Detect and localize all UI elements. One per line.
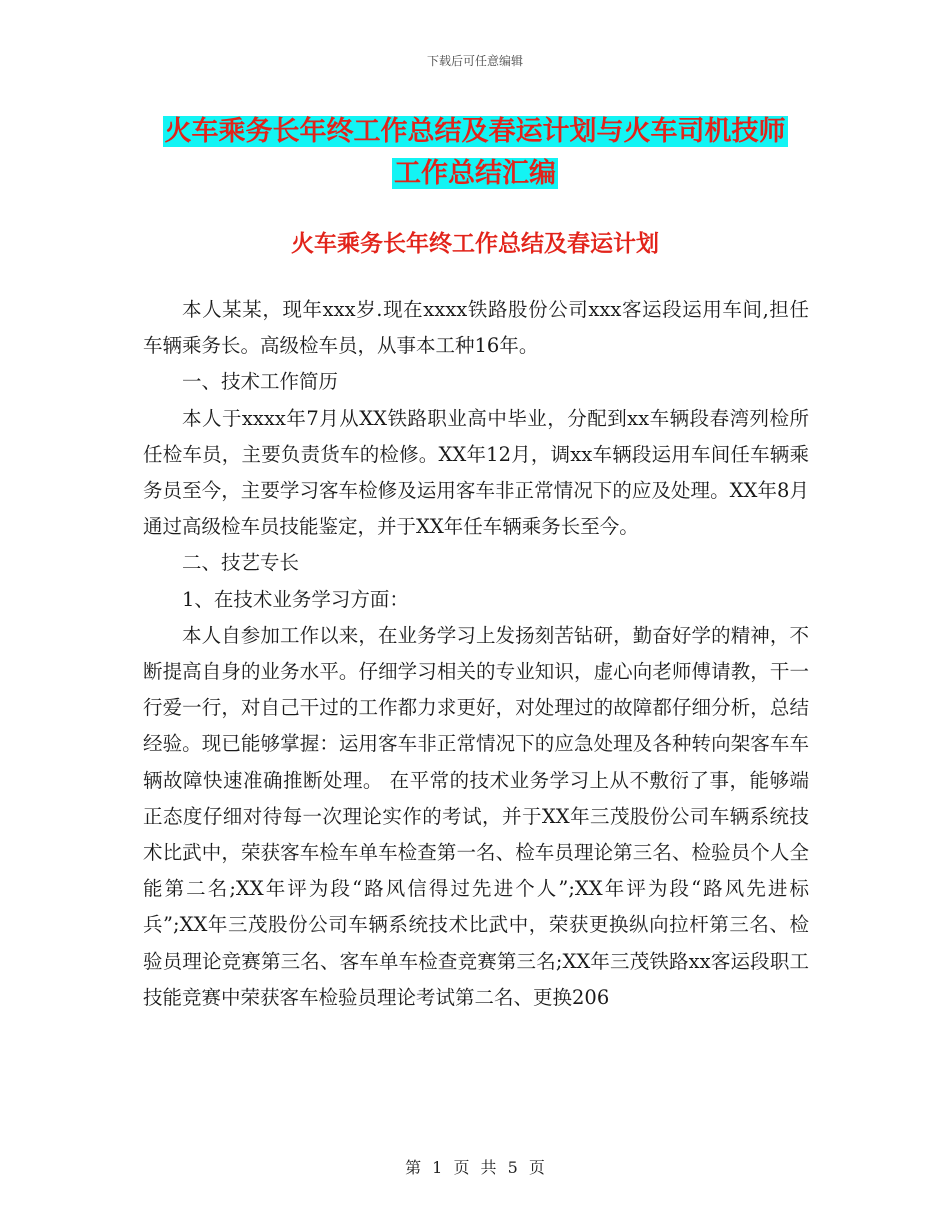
paragraph: 本人于xxxx年7月从XX铁路职业高中毕业，分配到xx车辆段春湾列检所任检车员，主要负责货车的检修。XX年12月，调xx车辆段运用车间任车辆乘务员至今，主要学习客车检修及运用客车非正常情况下的应及处理。XX年8月通过高级检车员技能鉴定，并于XX年任车辆乘务长至今。 xyxy=(143,406,809,539)
page-footer: 第 1 页 共 5 页 xyxy=(405,1158,545,1177)
document-title-line-2 xyxy=(0,152,950,196)
document-title-highlight: 工作总结汇编 xyxy=(394,158,556,189)
document-title-line-1 xyxy=(0,110,950,154)
subsection-heading: 1、在技术业务学习方面： xyxy=(182,587,409,611)
section-heading: 一、技术工作简历 xyxy=(182,370,339,394)
section-heading: 二、技艺专长 xyxy=(182,551,300,575)
header-note: 下载后可任意编辑 xyxy=(426,54,523,68)
paragraph: 本人某某，现年xxx岁.现在xxxx铁路股份公司xxx客运段运用车间,担任车辆乘务长。高级检车员，从事本工种16年。 xyxy=(143,298,809,358)
section-title: 火车乘务长年终工作总结及春运计划 xyxy=(291,230,659,257)
paragraph: 本人自参加工作以来，在业务学习上发扬刻苦钻研，勤奋好学的精神，不断提高自身的业务水平。仔细学习相关的专业知识，虚心向老师傅请教，干一行爱一行，对自己干过的工作都力求更好，对处理过的故障都仔细分析，总结经验。现已能够掌握：运用客车非正常情况下的应急处理及各种转向架客车车辆故障快速准确推断处理。 在平常的技术业务学习上从不敷衍了事，能够端正态度仔细对待每一次理论实作的考试，并于XX年三茂股份公司车辆系统技术比武中，荣获客车检车单车检查第一名、检车员理论第三名、检验员个人全能第二名;XX年评为段“路风信得过先进个人”;XX年评为段“路风先进标兵”;XX年三茂股份公司车辆系统技术比武中，荣获更换纵向拉杆第三名、检验员理论竞赛第三名、客车单车检查竞赛第三名;XX年三茂铁路xx客运段职工技能竞赛中荣获客车检验员理论考试第二名、更换206 xyxy=(143,623,809,1009)
document-title-highlight: 火车乘务长年终工作总结及春运计划与火车司机技师 xyxy=(164,116,786,147)
body-text xyxy=(143,292,809,1016)
